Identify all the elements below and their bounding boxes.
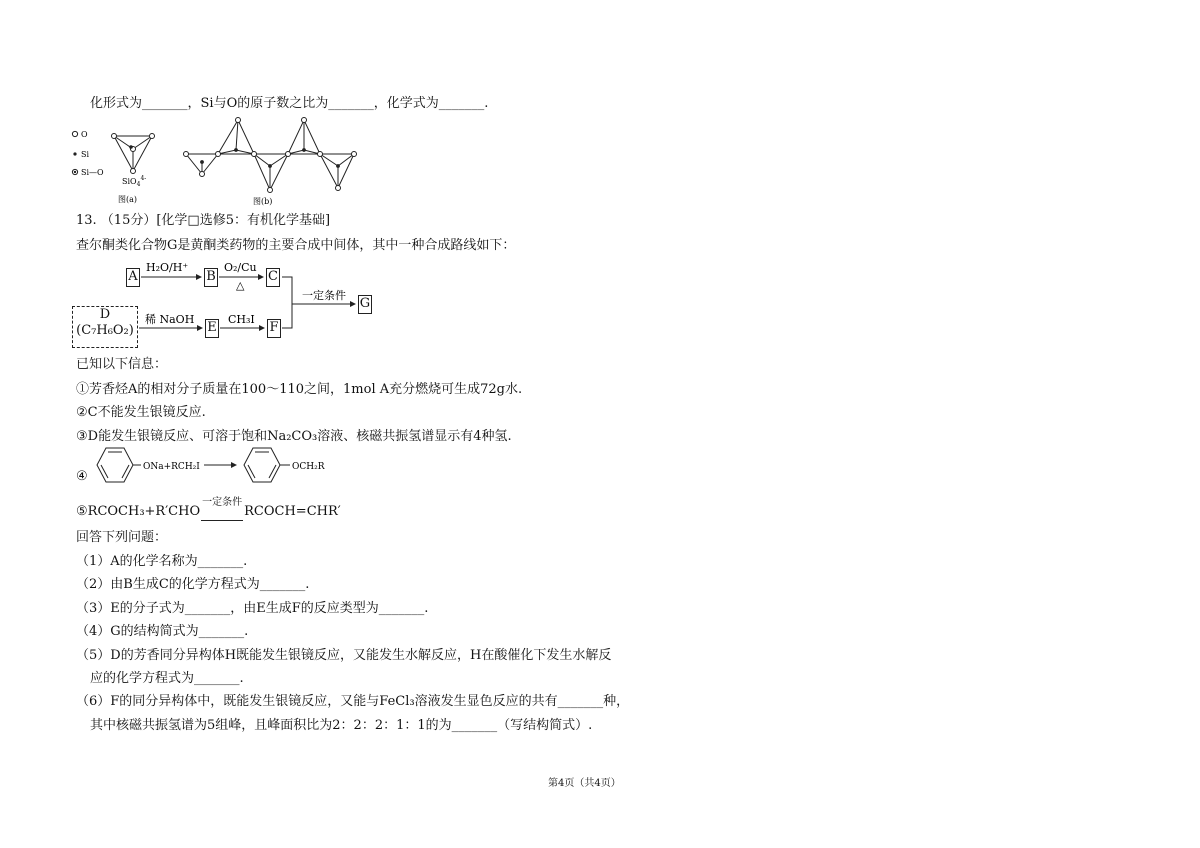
question-6-line-1: （6）F的同分异构体中，既能发生银镜反应，又能与FeCl₃溶液发生显色反应的共有_______种，	[76, 694, 630, 709]
item5-reactants: ⑤RCOCH₃+R′CHO	[76, 504, 201, 519]
figure-b-caption: 图(b)	[253, 197, 273, 206]
legend-o: O	[81, 130, 88, 139]
reagent-condition: 一定条件	[302, 289, 346, 302]
reagent-h2o: H₂O/H⁺	[146, 261, 189, 274]
reagent-heat: △	[236, 279, 245, 292]
compound-b: B	[204, 268, 218, 287]
questions-title: 回答下列问题：	[76, 530, 168, 545]
item4-reactant: ONa+RCH₂I	[143, 462, 200, 472]
known-item-5	[76, 497, 341, 521]
question-4: （4）G的结构简式为_______.	[76, 624, 249, 639]
reagent-o2cu: O₂/Cu	[224, 261, 257, 274]
question-12-tail: 化形式为_______，Si与O的原子数之比为_______，化学式为_______.	[90, 96, 489, 111]
silicon-legend-icon	[73, 152, 76, 155]
compound-g: G	[358, 295, 372, 314]
sio4-label: SiO$_4^{4-}$	[122, 175, 147, 188]
legend-sio: Si—O	[81, 168, 104, 177]
benzene-ring-left-icon	[97, 448, 141, 482]
question-2: （2）由B生成C的化学方程式为_______.	[76, 577, 310, 592]
item4-product: OCH₂R	[292, 462, 325, 472]
known-item-3: ③D能发生银镜反应、可溶于饱和Na₂CO₃溶液、核磁共振氢谱显示有4种氢.	[76, 429, 512, 444]
sio4-tetrahedron	[112, 134, 155, 174]
scheme-arrows	[0, 255, 400, 350]
known-item-1: ①芳香烃A的相对分子质量在100～110之间，1mol A充分燃烧可生成72g水.	[76, 382, 523, 397]
figure-a-caption: 图(a)	[118, 195, 138, 204]
question-1: （1）A的化学名称为_______.	[76, 554, 248, 569]
known-item-2: ②C不能发生银镜反应.	[76, 405, 206, 420]
reagent-naoh: 稀 NaOH	[145, 313, 195, 326]
compound-d-label: D	[99, 307, 111, 322]
compound-e: E	[205, 319, 219, 338]
question-13-header: 13. （15分）[化学□选修5：有机化学基础]	[76, 213, 331, 228]
question-13-intro: 查尔酮类化合物G是黄酮类药物的主要合成中间体，其中一种合成路线如下：	[76, 238, 516, 253]
question-3: （3）E的分子式为_______，由E生成F的反应类型为_______.	[76, 601, 429, 616]
known-item-4-number: ④	[76, 469, 88, 484]
question-5-line-2: 应的化学方程式为_______.	[90, 671, 244, 686]
legend-si: Si	[81, 150, 90, 159]
reagent-ch3i: CH₃I	[228, 313, 255, 326]
compound-d-formula: (C₇H₆O₂)	[76, 323, 134, 338]
item5-condition: 一定条件	[202, 497, 243, 508]
silicate-chain	[184, 118, 357, 193]
question-5-line-1: （5）D的芳香同分异构体H既能发生银镜反应，又能发生水解反应，H在酸催化下发生水解反	[76, 648, 612, 663]
known-item-4-scheme	[86, 444, 346, 490]
benzene-ring-right-icon	[244, 448, 290, 482]
compound-f: F	[267, 319, 281, 338]
oxygen-legend-icon	[72, 131, 77, 136]
compound-c: C	[266, 268, 280, 287]
known-title: 已知以下信息：	[76, 357, 168, 372]
item5-product: RCOCH=CHR′	[244, 504, 341, 519]
compound-a: A	[126, 268, 140, 287]
question-6-line-2: 其中核磁共振氢谱为5组峰，且峰面积比为2：2：2：1：1的为_______（写结构简式）.	[90, 718, 593, 733]
page-footer: 第4页（共4页）	[548, 778, 621, 789]
silicate-figure	[68, 116, 368, 208]
